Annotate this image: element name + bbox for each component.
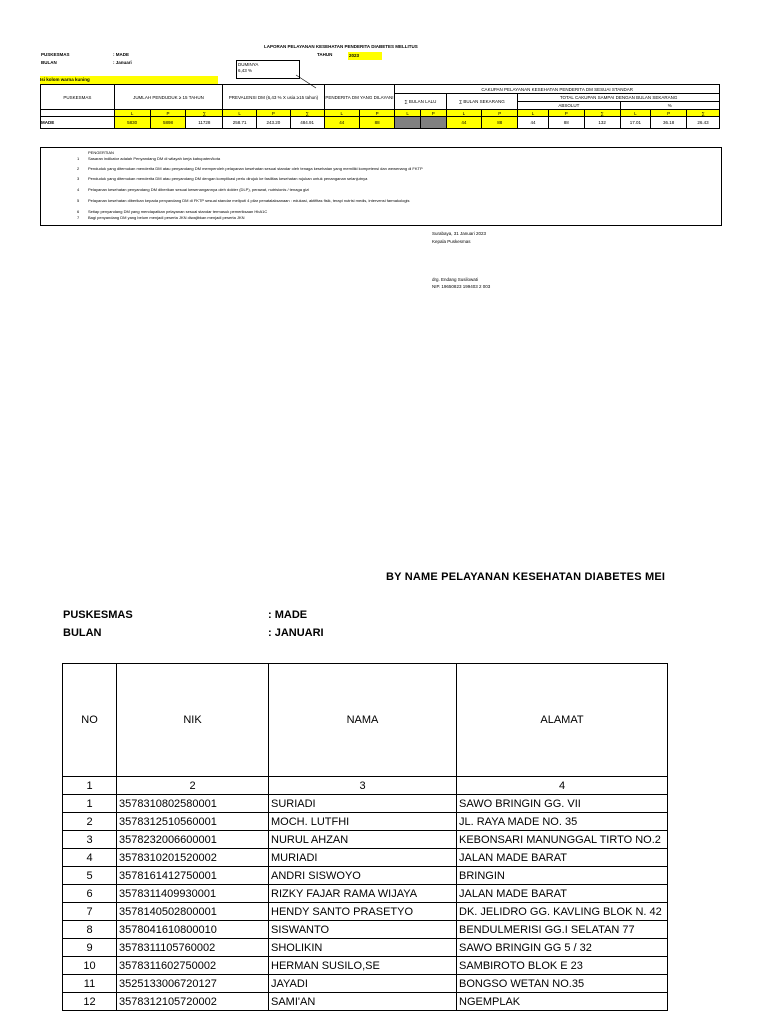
row-nik: 3578140502800001 xyxy=(117,903,269,921)
table-row xyxy=(63,993,668,1011)
sign-place-date: Surabaya, 31 Januari 2023 xyxy=(432,231,487,236)
table-row xyxy=(63,903,668,921)
row-alamat: JALAN MADE BARAT xyxy=(457,849,668,867)
note-number: 3 xyxy=(77,176,80,181)
lp-label: L xyxy=(518,110,549,117)
row-no: 2 xyxy=(63,813,117,831)
row-no: 11 xyxy=(63,975,117,993)
row-nama: JAYADI xyxy=(269,975,457,993)
note-text: Pelayanan kesehatan diberikan kepada penyandang DM di FKTP sesuai standar meliputi 4 pilar penatalaksanaan : edukasi, aktifitas fisik, terapi nutrisi medis, intervensi farmakologis xyxy=(88,198,410,203)
col-header-no: NO xyxy=(63,664,117,777)
row-nik: 3578310802580001 xyxy=(117,795,269,813)
table-row xyxy=(63,795,668,813)
row-nama: SISWANTO xyxy=(269,921,457,939)
row-alamat: JALAN MADE BARAT xyxy=(457,885,668,903)
lp-label: P xyxy=(548,110,584,117)
cell-abs-p: 88 xyxy=(548,117,584,129)
byname-bulan-label: BULAN xyxy=(63,627,102,639)
lp-label: ∑ xyxy=(584,110,620,117)
cell-bl-p xyxy=(420,117,446,129)
note-text: Penduduk yang ditemukan menderita DM atau penyandang DM dengan komplikasi perlu dirujuk ke fasilitas kesehatan rujukan untuk penanganan selanjutnya xyxy=(88,176,368,181)
lp-label: L xyxy=(620,110,651,117)
lp-label: ∑ xyxy=(290,110,324,117)
byname-rows xyxy=(63,795,668,1011)
lp-label: P xyxy=(651,110,687,117)
yellow-note: Isi kolom warna kuning xyxy=(40,76,218,84)
note-text: Setiap penyandang DM yang mendapatkan pelayanan sesuai standar termasuk pemeriksaan HbA1C xyxy=(88,209,268,214)
cell-pct-l: 17.01 xyxy=(620,117,651,129)
byname-table xyxy=(62,663,668,1011)
col-header-nik: NIK xyxy=(117,664,269,777)
lp-label: P xyxy=(482,110,518,117)
lp-label: P xyxy=(359,110,394,117)
note-text: Bagi penyandang DM yang belum menjadi peserta JKN diwajibkan menjadi peserta JKN xyxy=(88,215,245,220)
note-number: 6 xyxy=(77,209,80,214)
row-nik: 3578312105720002 xyxy=(117,993,269,1011)
table-row xyxy=(63,975,668,993)
lp-label: P xyxy=(150,110,186,117)
bulan-label: BULAN xyxy=(41,60,57,65)
row-nik: 3578311105760002 xyxy=(117,939,269,957)
table-row xyxy=(63,867,668,885)
hdr-total-cakupan: TOTAL CAKUPAN SAMPAI DENGAN BULAN SEKARANG xyxy=(518,94,720,102)
row-nama: SURIADI xyxy=(269,795,457,813)
lp-label: L xyxy=(395,110,421,117)
row-nama: NURUL AHZAN xyxy=(269,831,457,849)
row-no: 12 xyxy=(63,993,117,1011)
cell-abs-t: 132 xyxy=(584,117,620,129)
cell-jp-t: 11728 xyxy=(186,117,223,129)
hdr-bulan-lalu: ∑ BULAN LALU xyxy=(395,94,446,110)
byname-puskesmas-label: PUSKESMAS xyxy=(63,609,133,621)
cell-pct-t: 26.43 xyxy=(687,117,720,129)
row-alamat: SAWO BRINGIN GG 5 / 32 xyxy=(457,939,668,957)
row-nama: RIZKY FAJAR RAMA WIJAYA xyxy=(269,885,457,903)
note-number: 1 xyxy=(77,156,80,161)
hdr-bulan-sekarang: ∑ BULAN SEKARANG xyxy=(446,94,518,110)
hdr-jumlah-penduduk: JUMLAH PENDUDUK ≥ 15 TAHUN xyxy=(114,85,223,110)
row-no: 3 xyxy=(63,831,117,849)
hdr-prevalensi: PREVALENSI DM (6,43 % X usia ≥15 tahun) xyxy=(223,85,324,110)
row-alamat: DK. JELIDRO GG. KAVLING BLOK N. 42 xyxy=(457,903,668,921)
row-nama: HERMAN SUSILO,SE xyxy=(269,957,457,975)
cell-jp-p[interactable]: 5898 xyxy=(150,117,186,129)
note-number: 5 xyxy=(77,198,80,203)
tahun-label: TAHUN xyxy=(317,52,333,57)
note-text: Pelayanan kesehatan penyandang DM diberikan sesuai kewenangannya oleh dokter (DLP), perawat, nutrisionis / tenaga gizi xyxy=(88,187,310,192)
col-header-alamat: ALAMAT xyxy=(457,664,668,777)
note-number: 2 xyxy=(77,166,80,171)
lp-label: P xyxy=(420,110,446,117)
row-nama: MOCH. LUTFHI xyxy=(269,813,457,831)
cell-abs-l: 44 xyxy=(518,117,549,129)
lp-label: L xyxy=(446,110,482,117)
hdr-puskesmas: PUSKESMAS xyxy=(41,85,115,110)
byname-title: BY NAME PELAYANAN KESEHATAN DIABETES MEI xyxy=(386,571,666,583)
row-name: MADE xyxy=(41,117,115,129)
row-nama: SAMI'AN xyxy=(269,993,457,1011)
row-alamat: BRINGIN xyxy=(457,867,668,885)
lp-blank xyxy=(41,110,115,117)
row-nik: 3578232006600001 xyxy=(117,831,269,849)
table-row xyxy=(63,885,668,903)
byname-puskesmas-value: : MADE xyxy=(268,609,308,621)
tahun-value[interactable]: 2023 xyxy=(348,52,382,60)
hdr-absolut: ABSOLUT xyxy=(518,102,620,110)
table-row xyxy=(63,921,668,939)
bulan-value: : Januari xyxy=(113,60,132,65)
row-no: 7 xyxy=(63,903,117,921)
cell-bs-p[interactable]: 88 xyxy=(482,117,518,129)
row-alamat: KEBONSARI MANUNGGAL TIRTO NO.2 xyxy=(457,831,668,849)
note-text: Penduduk yang ditemukan menderita DM atau penyandang DM memperoleh pelayanan kesehatan sesuai standar oleh tenaga kesehatan yang memiliki kompetensi dan wewenang di FKTP xyxy=(88,166,423,171)
row-no: 5 xyxy=(63,867,117,885)
row-no: 4 xyxy=(63,849,117,867)
puskesmas-label: PUSKESMAS xyxy=(41,52,70,57)
row-nik: 3578310201520002 xyxy=(117,849,269,867)
cell-pct-p: 36.18 xyxy=(651,117,687,129)
col-number: 1 xyxy=(63,777,117,795)
hdr-persen: % xyxy=(620,102,719,110)
table-row xyxy=(63,813,668,831)
row-no: 10 xyxy=(63,957,117,975)
report-title: LAPORAN PELAYANAN KESEHATAN PENDERITA DIABETES MELLITUS xyxy=(264,44,418,49)
cell-jp-l[interactable]: 5830 xyxy=(114,117,150,129)
row-no: 8 xyxy=(63,921,117,939)
callout-line2: 6,43 % xyxy=(238,68,253,73)
row-no: 9 xyxy=(63,939,117,957)
row-nik: 3578311602750002 xyxy=(117,957,269,975)
table-row xyxy=(63,831,668,849)
cell-pr-p: 243.20 xyxy=(257,117,291,129)
table-row xyxy=(63,957,668,975)
report-table xyxy=(40,84,720,129)
puskesmas-value: : MADE xyxy=(113,52,129,57)
hdr-cakupan: CAKUPAN PELAYANAN KESEHATAN PENDERITA DM SESUAI STANDAR xyxy=(395,85,720,94)
table-row xyxy=(63,939,668,957)
col-number: 4 xyxy=(457,777,668,795)
row-nama: HENDY SANTO PRASETYO xyxy=(269,903,457,921)
sign-name: drg. Endang Susilowati xyxy=(432,277,479,282)
row-nama: MURIADI xyxy=(269,849,457,867)
row-alamat: SAWO BRINGIN GG. VII xyxy=(457,795,668,813)
col-header-nama: NAMA xyxy=(269,664,457,777)
note-number: 4 xyxy=(77,187,80,192)
notes-title: PENGERTIAN xyxy=(88,150,114,155)
row-alamat: SAMBIROTO BLOK E 23 xyxy=(457,957,668,975)
note-number: 7 xyxy=(77,215,80,220)
row-nama: ANDRI SISWOYO xyxy=(269,867,457,885)
cell-bl-l xyxy=(395,117,421,129)
lp-label: ∑ xyxy=(186,110,223,117)
lp-label: L xyxy=(324,110,359,117)
cell-bs-l[interactable]: 44 xyxy=(446,117,482,129)
cell-pd-l[interactable]: 44 xyxy=(324,117,359,129)
notes-box xyxy=(40,147,722,226)
lp-label: L xyxy=(114,110,150,117)
row-nama: SHOLIKIN xyxy=(269,939,457,957)
lp-label: L xyxy=(223,110,257,117)
col-number: 2 xyxy=(117,777,269,795)
row-alamat: BONGSO WETAN NO.35 xyxy=(457,975,668,993)
row-no: 6 xyxy=(63,885,117,903)
col-number: 3 xyxy=(269,777,457,795)
table-row xyxy=(63,849,668,867)
byname-bulan-value: : JANUARI xyxy=(268,627,324,639)
row-nik: 3578041610800010 xyxy=(117,921,269,939)
hdr-penderita: PENDERITA DM YANG DILAYANI xyxy=(324,85,395,110)
sign-role: Kepala Puskesmas xyxy=(432,239,471,244)
row-nik: 3578311409930001 xyxy=(117,885,269,903)
row-alamat: BENDULMERISI GG.I SELATAN 77 xyxy=(457,921,668,939)
cell-pd-p[interactable]: 88 xyxy=(359,117,394,129)
sign-nip: NIP. 19650823 199403 2 003 xyxy=(432,284,491,289)
row-nik: 3578161412750001 xyxy=(117,867,269,885)
note-text: Sasaran indikator adalah Penyandang DM di wilayah kerja kabupaten/kota xyxy=(88,156,221,161)
lp-label: P xyxy=(257,110,291,117)
row-alamat: JL. RAYA MADE NO. 35 xyxy=(457,813,668,831)
lp-label: ∑ xyxy=(687,110,720,117)
row-no: 1 xyxy=(63,795,117,813)
callout-line1: DUMINYA xyxy=(238,62,259,67)
cell-pr-t: 484.91 xyxy=(290,117,324,129)
row-nik: 3525133006720127 xyxy=(117,975,269,993)
row-alamat: NGEMPLAK xyxy=(457,993,668,1011)
row-nik: 3578312510560001 xyxy=(117,813,269,831)
cell-pr-l: 258.71 xyxy=(223,117,257,129)
